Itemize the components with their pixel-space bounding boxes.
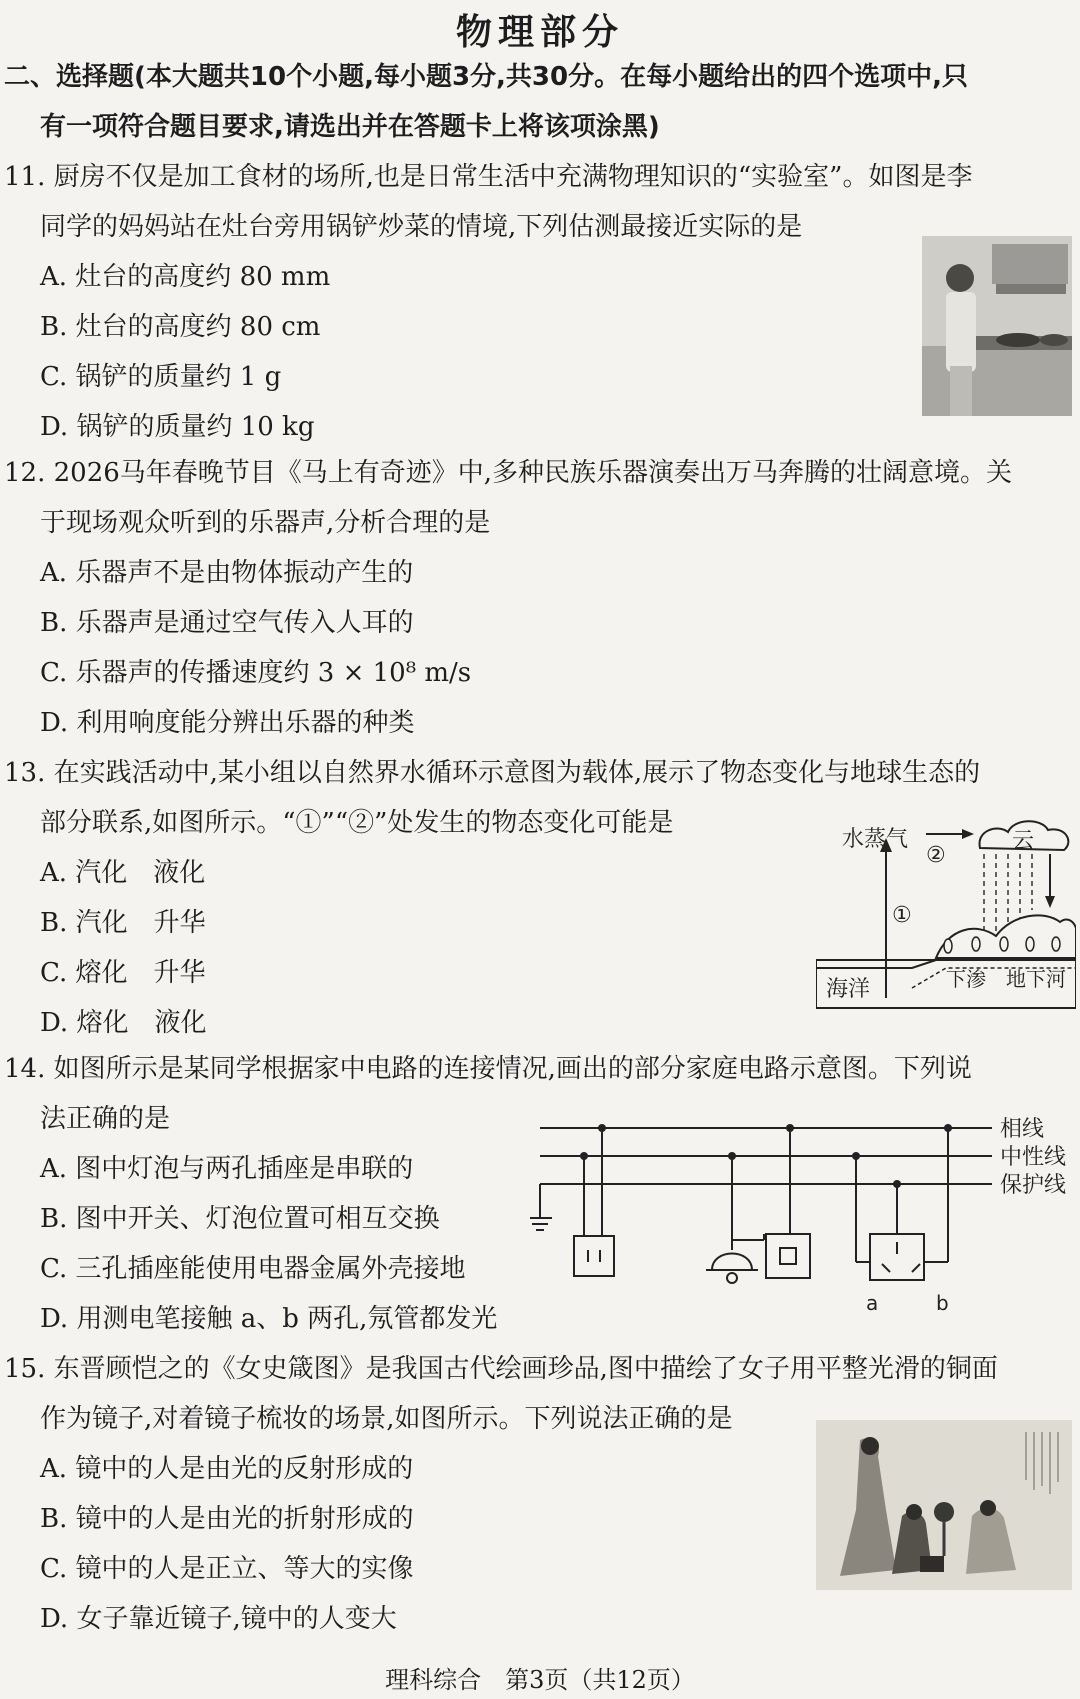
kitchen-photo [922, 236, 1072, 416]
label-ground-wire: 保护线 [1000, 1173, 1067, 1198]
household-circuit-diagram [530, 1108, 1076, 1318]
ground-symbol [530, 1184, 552, 1230]
q11-option-a: A. 灶台的高度约 80 mm [40, 262, 331, 292]
condensation-arrowhead [962, 829, 974, 839]
ocean-surface [816, 960, 936, 968]
q13-option-c: C. 熔化 升华 [40, 958, 206, 988]
q14-option-c: C. 三孔插座能使用电器金属外壳接地 [40, 1254, 466, 1284]
page-footer: 理科综合 第3页（共12页） [385, 1666, 695, 1694]
label-neutral-wire: 中性线 [1000, 1145, 1067, 1170]
label-seep: 下渗 [946, 967, 986, 991]
label-vapor: 水蒸气 [842, 827, 909, 852]
q12-option-a: A. 乐器声不是由物体振动产生的 [40, 558, 414, 588]
q11-option-c: C. 锅铲的质量约 1 g [40, 362, 282, 392]
q11-stem-line2: 同学的妈妈站在灶台旁用锅铲炒菜的情境,下列估测最接近实际的是 [40, 212, 803, 242]
bronze-mirror [934, 1502, 954, 1522]
wall-switch [766, 1234, 810, 1278]
label-cloud: 云 [1012, 829, 1035, 854]
q14-option-b: B. 图中开关、灯泡位置可相互交换 [40, 1204, 440, 1234]
label-mark-2: ② [926, 843, 946, 868]
q11-option-b: B. 灶台的高度约 80 cm [40, 312, 321, 342]
q15-option-c: C. 镜中的人是正立、等大的实像 [40, 1554, 414, 1584]
label-live-wire: 相线 [1000, 1117, 1045, 1142]
q15-stem-line1: 15. 东晋顾恺之的《女史箴图》是我国古代绘画珍品,图中描绘了女子用平整光滑的铜面 [4, 1354, 998, 1384]
q14-stem-line1: 14. 如图所示是某同学根据家中电路的连接情况,画出的部分家庭电路示意图。下列说 [4, 1054, 972, 1084]
precipitation-arrowhead [1045, 896, 1055, 908]
q12-stem-line1: 12. 2026马年春晚节目《马上有奇迹》中,多种民族乐器演奏出万马奔腾的壮阔意境。关 [4, 458, 1013, 488]
q14-option-d: D. 用测电笔接触 a、b 两孔,氖管都发光 [40, 1304, 498, 1334]
label-underground-river: 地下河 [1006, 967, 1066, 991]
label-ocean: 海洋 [826, 977, 871, 1002]
section-header-line2: 有一项符合题目要求,请选出并在答题卡上将该项涂黑) [40, 112, 660, 142]
q15-option-b: B. 镜中的人是由光的折射形成的 [40, 1504, 414, 1534]
q12-stem-line2: 于现场观众听到的乐器声,分析合理的是 [40, 508, 491, 538]
q13-option-b: B. 汽化 升华 [40, 908, 206, 938]
q11-stem-line1: 11. 厨房不仅是加工食材的场所,也是日常生活中充满物理知识的“实验室”。如图是李 [4, 162, 973, 192]
label-mark-1: ① [892, 903, 912, 928]
water-cycle-diagram [816, 818, 1076, 1014]
q15-stem-line2: 作为镜子,对着镜子梳妆的场景,如图所示。下列说法正确的是 [40, 1404, 733, 1434]
q13-stem-line2: 部分联系,如图所示。“①”“②”处发生的物态变化可能是 [40, 808, 674, 838]
two-hole-socket [574, 1236, 614, 1276]
q11-option-d: D. 锅铲的质量约 10 kg [40, 412, 315, 442]
painting-image [816, 1420, 1072, 1590]
label-hole-a: a [866, 1291, 879, 1315]
section-header-line1: 二、选择题(本大题共10个小题,每小题3分,共30分。在每小题给出的四个选项中,只 [4, 62, 968, 92]
q13-option-d: D. 熔化 液化 [40, 1008, 207, 1038]
label-hole-b: b [936, 1291, 949, 1315]
q12-option-d: D. 利用响度能分辨出乐器的种类 [40, 708, 415, 738]
q13-stem-line1: 13. 在实践活动中,某小组以自然界水循环示意图为载体,展示了物态变化与地球生态的 [4, 758, 981, 788]
page-title: 物理部分 [455, 12, 624, 53]
q15-option-d: D. 女子靠近镜子,镜中的人变大 [40, 1604, 397, 1634]
q15-option-a: A. 镜中的人是由光的反射形成的 [40, 1454, 414, 1484]
q14-stem-line2: 法正确的是 [40, 1104, 171, 1134]
q14-option-a: A. 图中灯泡与两孔插座是串联的 [40, 1154, 414, 1184]
lamp-bulb [712, 1254, 752, 1271]
q12-option-b: B. 乐器声是通过空气传入人耳的 [40, 608, 414, 638]
q13-option-a: A. 汽化 液化 [40, 858, 206, 888]
q12-option-c: C. 乐器声的传播速度约 3 × 10⁸ m/s [40, 658, 472, 688]
three-hole-socket [870, 1234, 924, 1280]
